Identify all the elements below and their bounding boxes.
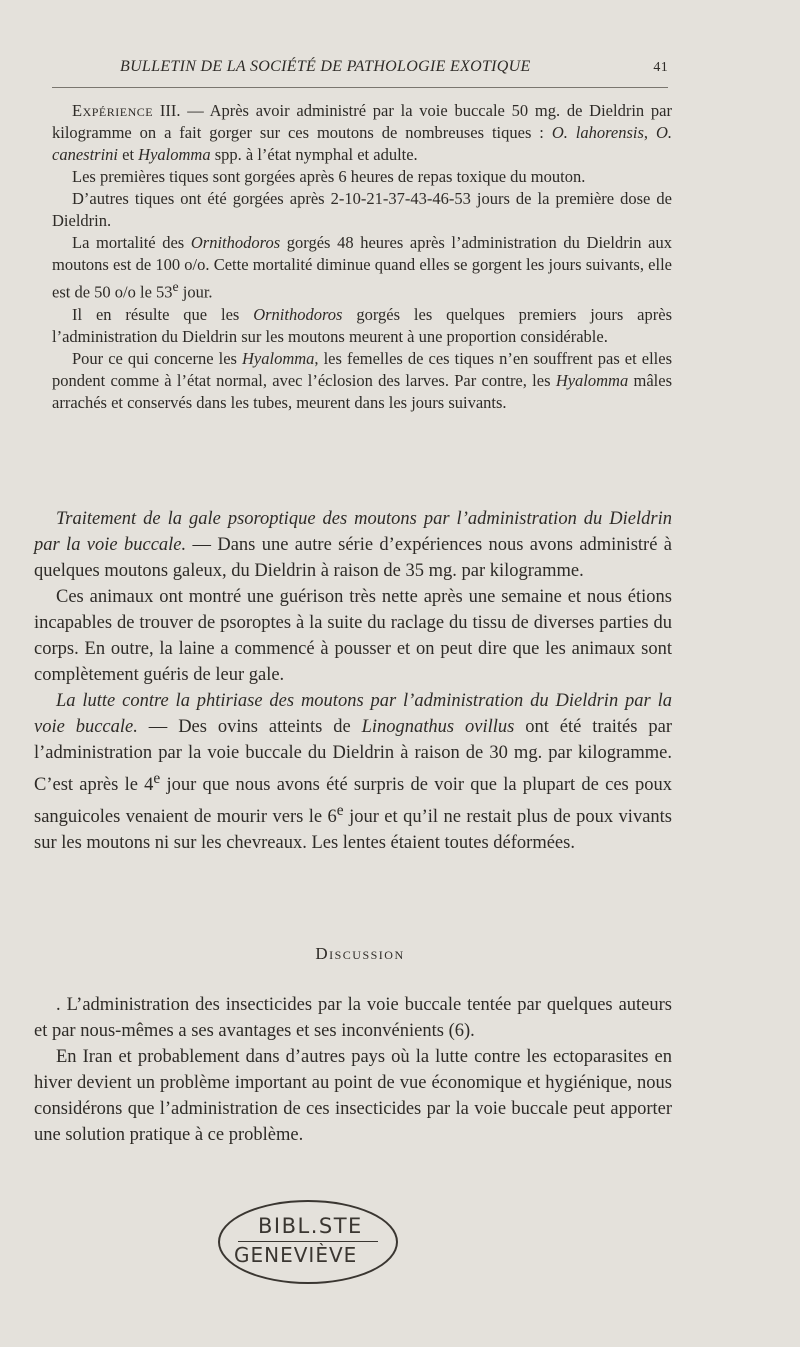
stamp-divider [238,1241,378,1242]
page-header [48,58,668,82]
paragraph-other-ticks: D’autres tiques ont été gorgées après 2-10-21-37-43-46-53 jours de la première dose de Dieldrin. [52,189,672,230]
stamp-line-2: GENEVIÈVE [234,1243,358,1267]
paragraph-result: Il en résulte que les Ornithodoros gorgés les quelques premiers jours après l’administration du Dieldrin sur les moutons meurent à une proportion considérable. [52,304,672,346]
paragraph-hyalomma: Pour ce qui concerne les Hyalomma, les femelles de ces tiques n’en souffrent pas et elles pondent comme à l’état normal, avec l’éclosion des larves. Par contre, les Hyalomma mâles arrachés et conservés dans les tubes, meurent dans les jours suivants. [52,348,672,412]
stamp-oval [218,1200,398,1284]
paragraph-mortality: La mortalité des Ornithodoros gorgés 48 heures après l’administration du Dieldrin aux moutons est de 100 o/o. Cette mortalité diminue quand elles se gorgent les jours suivants, elle est de 50 o/o le 53e jour. [52,233,672,302]
page-number: 41 [653,60,668,75]
section-discussion [34,992,672,1148]
paragraph-recovery: Ces animaux ont montré une guérison très nette après une semaine et nous étions incapables de trouver de psoroptes à la suite du raclage du tissu de diverses parties du corps. En outre, la laine a commencé à pousser et on peut dire que les animaux sont complètement guéris de leur gale. [34,587,672,685]
library-stamp [218,1200,398,1284]
paragraph-experience-iii: Expérience III. — Après avoir administré par la voie buccale 50 mg. de Dieldrin par kilogramme on a fait gorger sur ces moutons de nombreuses tiques : O. lahorensis, O. canestrini et Hyalomma spp. à l’état nymphal et adulte. [52,101,673,164]
header-rule [52,87,668,88]
stamp-line-1: BIBL.STE [258,1214,363,1238]
paragraph-discussion-intro: . L’administration des insecticides par la voie buccale tentée par quelques auteurs et par nous-mêmes a ses avantages et ses inconvénients (6). [34,995,672,1041]
section-experience [52,100,672,414]
paragraph-discussion-iran: En Iran et probablement dans d’autres pays où la lutte contre les ectoparasites en hiver devient un problème important au point de vue économique et hygiénique, nous considérons que l’administration de ces insecticides par la voie buccale peut apporter une solution pratique à ce problème. [34,1047,672,1145]
paragraph-first-ticks: Les premières tiques sont gorgées après 6 heures de repas toxique du mouton. [72,167,586,186]
section-heading-discussion: Discussion [315,944,405,963]
section-treatments [34,506,672,856]
paragraph-gale-treatment: Traitement de la gale psoroptique des moutons par l’administration du Dieldrin par la voie buccale. — Dans une autre série d’expériences nous avons administré à quelques moutons galeux, du Dieldrin à raison de 35 mg. par kilogramme. [34,509,672,581]
paragraph-phtiriase: La lutte contre la phtiriase des moutons par l’administration du Dieldrin par la voie buccale. — Des ovins atteints de Linognathus ovillus ont été traités par l’administration par la voie buccale du Dieldrin à raison de 30 mg. par kilogramme. C’est après le 4e jour que nous avons été surpris de voir que la plupart de ces poux sanguicoles venaient de mourir vers le 6e jour et qu’il ne restait plus de poux vivants sur les moutons ni sur les chevreaux. Les lentes étaient toutes déformées. [34,691,673,854]
running-title: BULLETIN DE LA SOCIÉTÉ DE PATHOLOGIE EXOTIQUE [120,58,531,75]
